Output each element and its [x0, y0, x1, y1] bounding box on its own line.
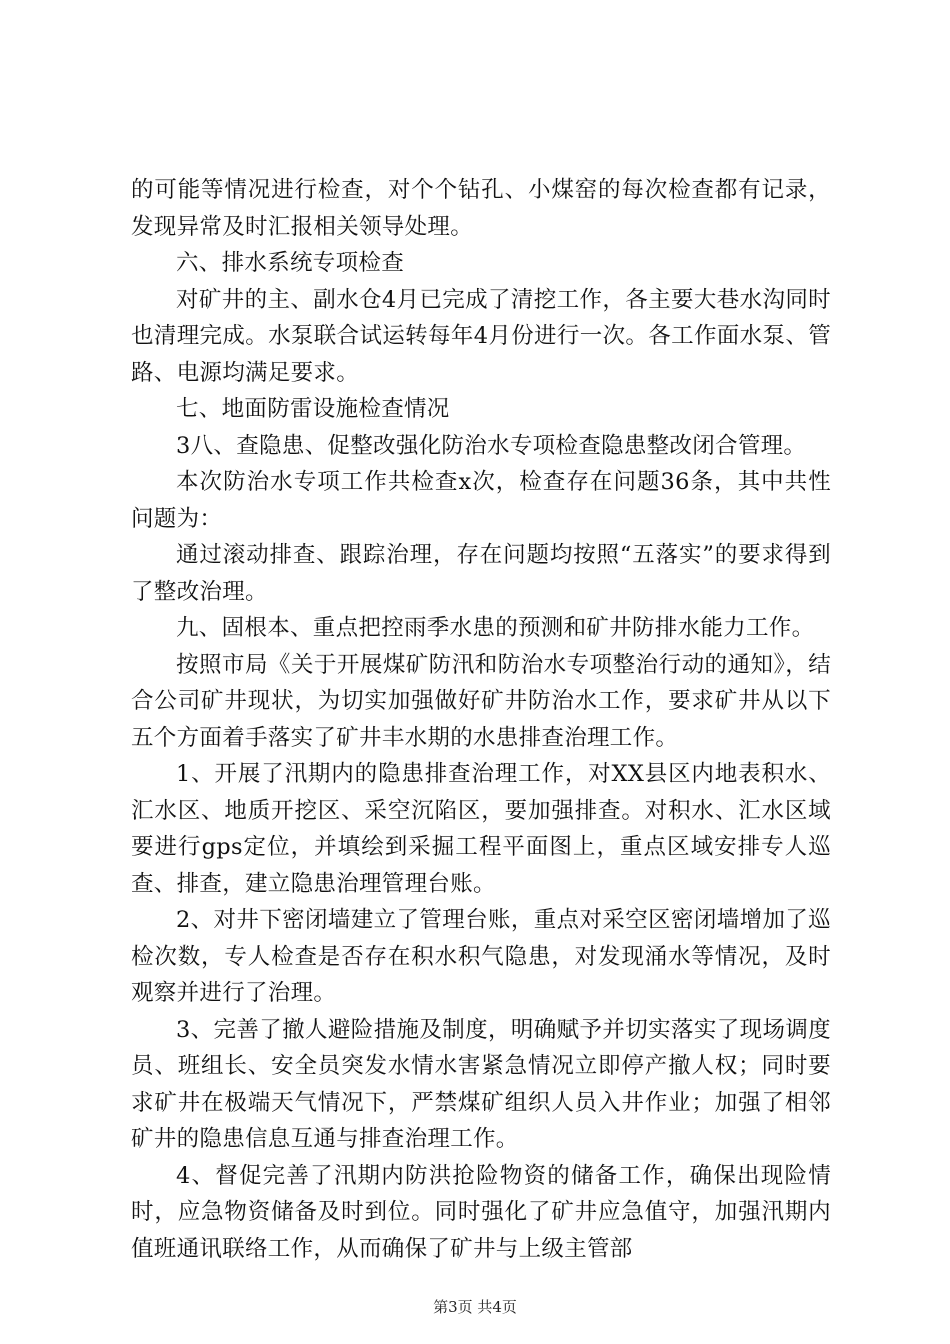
- paragraph-drainage: 对矿井的主、副水仓4月已完成了清挖工作，各主要大巷水沟同时也清理完成。水泵联合试运转每年4月份进行一次。各工作面水泵、管路、电源均满足要求。: [131, 286, 831, 386]
- list-item-2: 2、对井下密闭墙建立了管理台账，重点对采空区密闭墙增加了巡检次数，专人检查是否存在积水积气隐患，对发现涌水等情况，及时观察并进行了治理。: [131, 907, 831, 1006]
- paragraph-inspection-count: 本次防治水专项工作共检查x次，检查存在问题36条，其中共性问题为：: [131, 469, 831, 532]
- heading-section-9: 九、固根本、重点把控雨季水患的预测和矿井防排水能力工作。: [176, 615, 815, 641]
- heading-section-8: 3八、查隐患、促整改强化防治水专项检查隐患整改闭合管理。: [176, 432, 807, 459]
- list-item-3: 3、完善了撤人避险措施及制度，明确赋予并切实落实了现场调度员、班组长、安全员突发水情水害紧急情况立即停产撤人权；同时要求矿井在极端天气情况下，严禁煤矿组织人员入井作业；加强了相邻矿井的隐患信息互通与排查治理工作。: [131, 1016, 831, 1152]
- list-item-4: 4、督促完善了汛期内防洪抢险物资的储备工作，确保出现险情时，应急物资储备及时到位。同时强化了矿井应急值守，加强汛期内值班通讯联络工作，从而确保了矿井与上级主管部: [131, 1162, 831, 1262]
- page-number-label: 第3页 共4页: [433, 1298, 517, 1316]
- page-footer: [0, 1297, 950, 1317]
- paragraph-notice: 按照市局《关于开展煤矿防汛和防治水专项整治行动的通知》，结合公司矿井现状，为切实加强做好矿井防治水工作，要求矿井从以下五个方面着手落实了矿井丰水期的水患排查治理工作。: [131, 651, 831, 751]
- paragraph-rectification: 通过滚动排查、跟踪治理，存在问题均按照“五落实”的要求得到了整改治理。: [131, 542, 831, 605]
- heading-section-7: 七、地面防雷设施检查情况: [176, 396, 450, 422]
- list-item-1: 1、开展了汛期内的隐患排查治理工作，对XX县区内地表积水、汇水区、地质开挖区、采空沉陷区，要加强排查。对积水、汇水区域要进行gps定位，并填绘到采掘工程平面图上，重点区域安排专人巡查、排查，建立隐患治理管理台账。: [131, 761, 831, 897]
- paragraph-1: 的可能等情况进行检查，对个个钻孔、小煤窑的每次检查都有记录，发现异常及时汇报相关领导处理。: [131, 177, 831, 240]
- heading-section-6: 六、排水系统专项检查: [176, 250, 405, 276]
- document-body: [131, 172, 831, 1267]
